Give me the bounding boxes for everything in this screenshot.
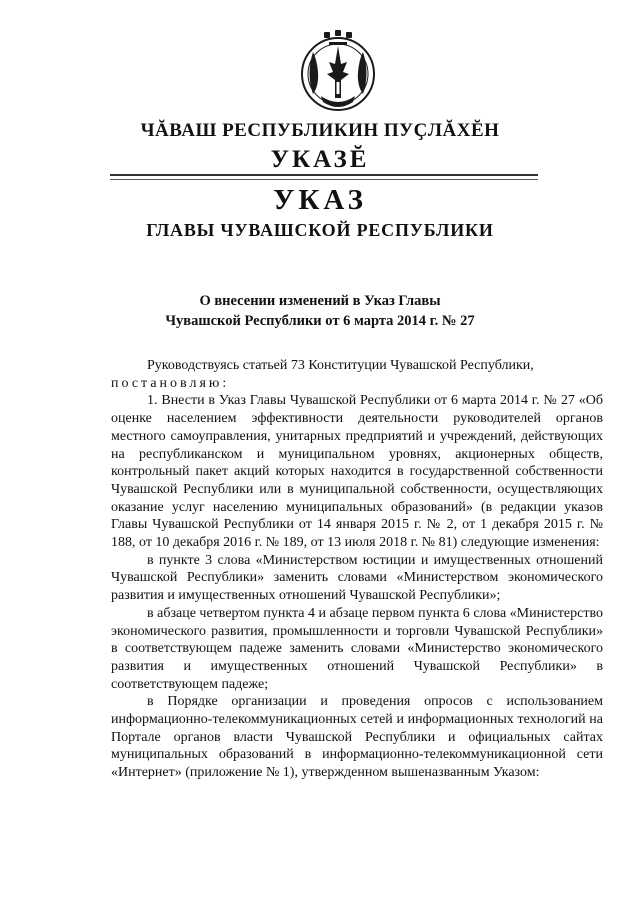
decree-word: постановляю: xyxy=(111,375,230,391)
russian-header-line1: УКАЗ xyxy=(273,184,367,216)
chuvash-header-line2: УКАЗĔ xyxy=(270,146,370,173)
header-divider xyxy=(110,174,538,176)
coat-of-arms-icon xyxy=(291,24,385,116)
decree-body xyxy=(111,357,603,782)
paragraph-preamble: Руководствуясь статьей 73 Конституции Чувашской Республики, xyxy=(147,358,534,373)
russian-header-line2: ГЛАВЫ ЧУВАШСКОЙ РЕСПУБЛИКИ xyxy=(146,220,494,240)
paragraph-decree-word xyxy=(111,375,603,393)
chuvash-header-line1: ЧĂВАШ РЕСПУБЛИКИН ПУҪЛĂХĔН xyxy=(140,120,500,141)
paragraph-item-1: 1. Внести в Указ Главы Чувашской Республики от 6 марта 2014 г. № 27 «Об оценке населением эффективности деятельности руководителей органов местного самоуправления, унитарных предприятий и учреждений, действующих на республиканском и муниципальном уровнях, акционерных обществ, контрольный пакет акций которых находится в государственной собственности Чувашской Республики или в муниципальной собственности, осуществляющих оказание услуг населению муниципальных образований» (в редакции указов Главы Чувашской Республики от 14 января 2015 г. № 2, от 1 декабря 2015 г. № 188, от 10 декабря 2016 г. № 189, от 13 июля 2018 г. № 81) следующие изменения: xyxy=(111,393,603,551)
decree-subject xyxy=(0,291,640,331)
subject-line-1: О внесении изменений в Указ Главы xyxy=(199,293,441,309)
paragraph-change-1: в пункте 3 слова «Министерством юстиции и имущественных отношений Чувашской Республики» заменить словами «Министерством экономического развития и имущественных отношений Чувашской Республики»; xyxy=(111,552,603,604)
subject-line-2: Чувашской Республики от 6 марта 2014 г. № 27 xyxy=(165,313,475,329)
paragraph-change-3: в Порядке организации и проведения опросов с использованием информационно-телекоммуникационных сетей и информационных технологий на Портале органов власти Чувашской Республики и официальных сайтах муниципальных образований в информационно-телекоммуникационной сети «Интернет» (приложение № 1), утвержденном вышеназванным Указом: xyxy=(111,694,603,781)
paragraph-change-2: в абзаце четвертом пункта 4 и абзаце первом пункта 6 слова «Министерство экономического развития, промышленности и торговли Чувашской Республики» в соответствующем падеже заменить словами «Министерство экономического развития и имущественных отношений Чувашской Республики» в соответствующем падеже; xyxy=(111,605,603,692)
header-divider-thin xyxy=(110,179,538,180)
